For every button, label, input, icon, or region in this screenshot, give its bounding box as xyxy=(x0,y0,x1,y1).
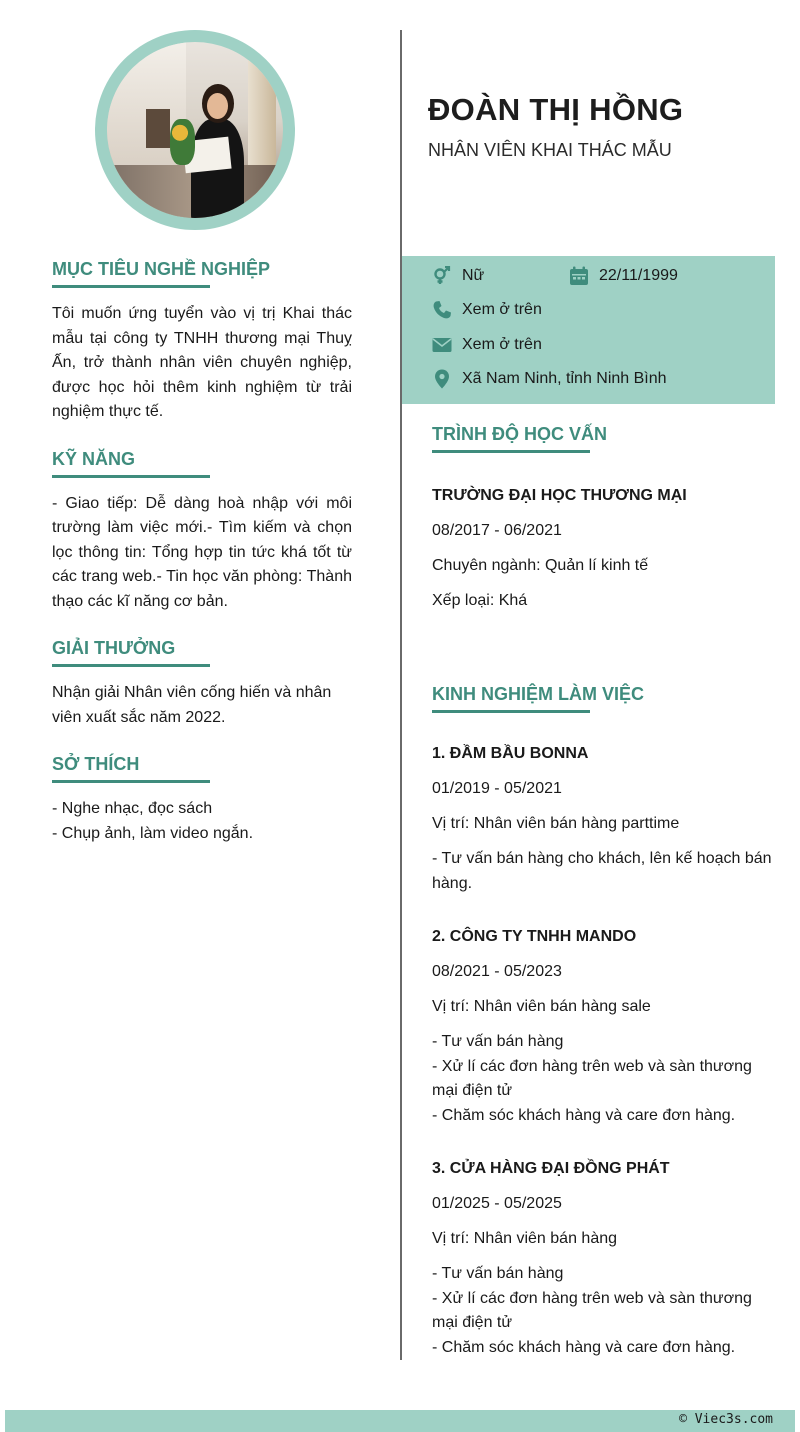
footer-credit: © Viec3s.com xyxy=(679,1412,773,1427)
job-entry xyxy=(432,1158,772,1360)
education-section xyxy=(432,420,772,612)
candidate-name: ĐOÀN THỊ HỒNG xyxy=(428,92,684,127)
job-company: 3. CỬA HÀNG ĐẠI ĐỒNG PHÁT xyxy=(432,1160,670,1177)
school-name: TRƯỜNG ĐẠI HỌC THƯƠNG MẠI xyxy=(432,487,687,504)
skills-section xyxy=(52,445,352,615)
job-period: 01/2019 - 05/2021 xyxy=(432,780,562,797)
job-entry xyxy=(432,743,772,896)
objective-text: Tôi muốn ứng tuyển vào vị trị Khai thác mẫu tại công ty TNHH thương mại Thuỵ Ấn, trở thành nhân viên chuyên nghiệp, được học hỏi thêm kinh nghiệm từ trải nghiệm thực tế. xyxy=(52,305,352,420)
job-period: 01/2025 - 05/2025 xyxy=(432,1195,562,1212)
address-value: Xã Nam Ninh, tỉnh Ninh Bình xyxy=(462,370,667,387)
hobbies-section xyxy=(52,750,352,846)
education-period: 08/2017 - 06/2021 xyxy=(432,522,562,539)
contact-address xyxy=(432,369,667,389)
contact-email xyxy=(432,335,542,355)
section-title: KỸ NĂNG xyxy=(52,448,136,469)
job-entry xyxy=(432,926,772,1128)
gender-icon xyxy=(432,266,452,286)
profile-photo xyxy=(107,42,283,218)
column-divider xyxy=(400,30,402,1360)
objective-section xyxy=(52,255,352,425)
job-period: 08/2021 - 05/2023 xyxy=(432,963,562,980)
email-icon xyxy=(432,335,452,355)
section-underline xyxy=(52,285,210,288)
birthday-value: 22/11/1999 xyxy=(599,267,678,284)
education-rank: Xếp loại: Khá xyxy=(432,592,528,609)
section-title: TRÌNH ĐỘ HỌC VẤN xyxy=(432,424,607,444)
awards-text: Nhận giải Nhân viên cống hiến và nhân viên xuất sắc năm 2022. xyxy=(52,684,332,726)
experience-section xyxy=(432,680,772,1360)
section-underline xyxy=(52,664,210,667)
section-underline xyxy=(432,710,590,713)
skills-text: - Giao tiếp: Dễ dàng hoà nhập với môi trường làm việc mới.- Tìm kiếm và chọn lọc thông tin: Tổng hợp tin tức khá tốt từ các trang web.- Tin học văn phòng: Thành thạo các kĩ năng cơ bản. xyxy=(52,494,352,610)
job-description: - Tư vấn bán hàng - Xử lí các đơn hàng trên web và sàn thương mại điện tử - Chăm sóc khách hàng và care đơn hàng. xyxy=(432,1265,752,1356)
avatar xyxy=(95,30,295,230)
section-title: GIẢI THƯỞNG xyxy=(52,638,176,658)
job-company: 1. ĐẦM BẦU BONNA xyxy=(432,745,589,762)
calendar-icon xyxy=(569,266,589,286)
right-column xyxy=(432,420,772,1360)
location-icon xyxy=(432,369,452,389)
contact-phone xyxy=(432,300,542,320)
contact-panel xyxy=(402,256,775,404)
footer-bar xyxy=(5,1410,795,1432)
section-underline xyxy=(432,450,590,453)
job-role: Vị trí: Nhân viên bán hàng sale xyxy=(432,998,651,1015)
phone-icon xyxy=(432,300,452,320)
left-column xyxy=(52,255,352,866)
section-underline xyxy=(52,780,210,783)
section-title: KINH NGHIỆM LÀM VIỆC xyxy=(432,684,645,704)
job-role: Vị trí: Nhân viên bán hàng xyxy=(432,1230,618,1247)
contact-gender xyxy=(432,266,484,286)
contact-birthday xyxy=(569,266,678,286)
phone-value: Xem ở trên xyxy=(462,301,542,318)
job-description: - Tư vấn bán hàng - Xử lí các đơn hàng trên web và sàn thương mại điện tử - Chăm sóc khách hàng và care đơn hàng. xyxy=(432,1033,752,1124)
section-title: SỞ THÍCH xyxy=(52,754,140,774)
email-value: Xem ở trên xyxy=(462,336,542,353)
gender-value: Nữ xyxy=(462,267,485,284)
education-major: Chuyên ngành: Quản lí kinh tế xyxy=(432,557,649,574)
hobbies-text: - Nghe nhạc, đọc sách - Chụp ảnh, làm video ngắn. xyxy=(52,800,254,842)
section-underline xyxy=(52,475,210,478)
job-position: NHÂN VIÊN KHAI THÁC MẪU xyxy=(428,140,672,160)
awards-section xyxy=(52,634,352,730)
job-company: 2. CÔNG TY TNHH MANDO xyxy=(432,928,637,945)
section-title: MỤC TIÊU NGHỀ NGHIỆP xyxy=(52,259,271,279)
job-description: - Tư vấn bán hàng cho khách, lên kế hoạch bán hàng. xyxy=(432,850,772,892)
job-role: Vị trí: Nhân viên bán hàng parttime xyxy=(432,815,680,832)
